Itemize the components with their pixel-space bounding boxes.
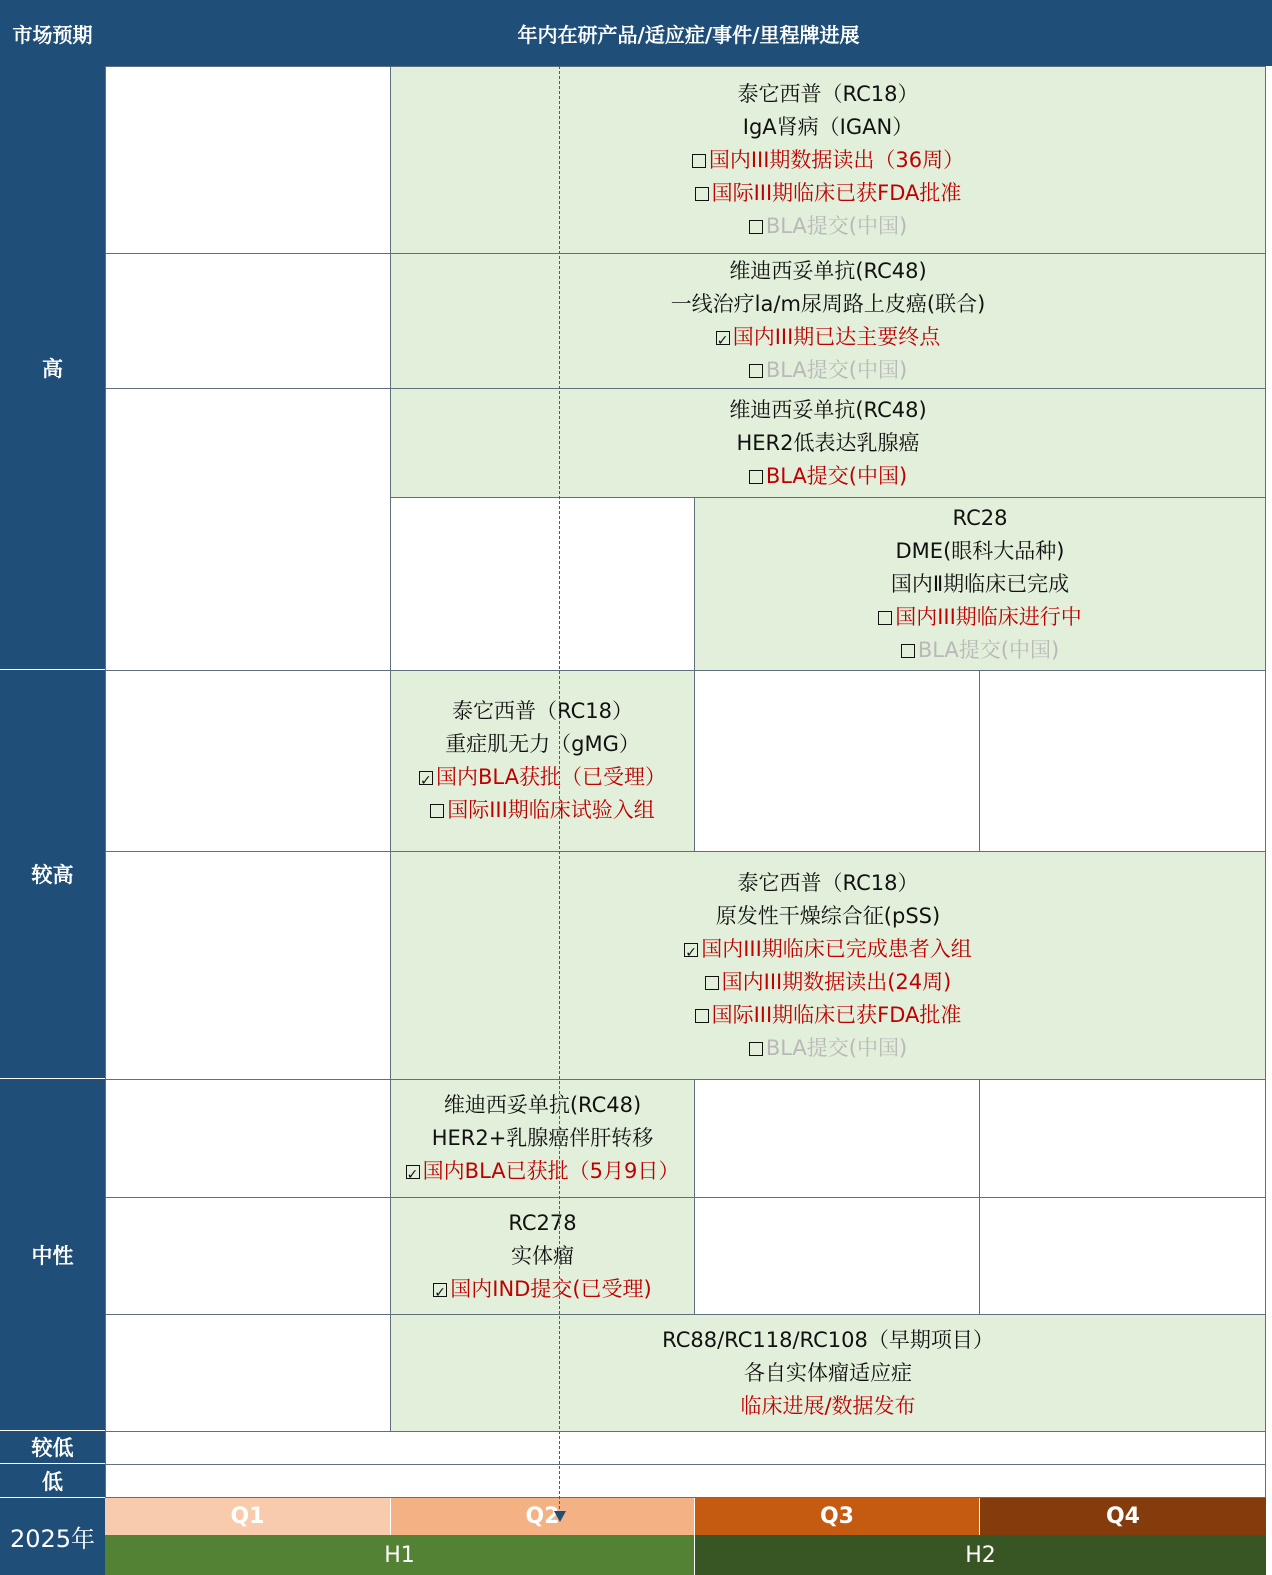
milestone-item <box>716 321 941 354</box>
line-text: 国内Ⅱ期临床已完成 <box>890 571 1070 596</box>
checked-box-icon <box>433 1283 447 1297</box>
program-rc48-her2-low-breast <box>390 388 1266 498</box>
program-detail <box>671 288 986 321</box>
unchecked-box-icon <box>901 644 915 658</box>
program-detail <box>716 900 940 933</box>
program-rc28-dme <box>694 497 1266 671</box>
line-text: 维迪西妥单抗(RC48) <box>729 259 927 283</box>
footer-year: 2025年 <box>0 1498 105 1575</box>
program-detail <box>432 1122 654 1155</box>
milestone-item <box>749 210 907 243</box>
quarter-q3: Q3 <box>695 1498 980 1535</box>
line-text: 国内BLA获批（已受理） <box>436 765 666 789</box>
unchecked-box-icon <box>749 364 763 378</box>
half-h1: H1 <box>105 1535 695 1575</box>
blank-cell <box>105 388 391 671</box>
blank-cell <box>694 670 980 852</box>
milestone-item <box>419 761 666 794</box>
line-text: 临床进展/数据发布 <box>740 1393 916 1418</box>
milestone-item <box>695 999 962 1032</box>
unchecked-box-icon <box>430 804 444 818</box>
category-high: 高 <box>0 66 105 670</box>
line-text: 泰它西普（RC18） <box>452 699 633 723</box>
current-date-arrow-icon <box>554 1511 566 1522</box>
line-text: 国内BLA已获批（5月9日） <box>422 1159 680 1183</box>
category-mid-low: 较低 <box>0 1431 105 1464</box>
milestone-item <box>430 794 655 827</box>
line-text: 国内III期临床已完成患者入组 <box>701 936 972 961</box>
program-name <box>444 1089 641 1122</box>
blank-row-mid-low <box>105 1431 1266 1465</box>
half-h2: H2 <box>695 1535 1266 1575</box>
line-text: BLA提交(中国) <box>765 463 908 488</box>
program-name <box>738 78 919 111</box>
program-name <box>508 1207 576 1240</box>
program-rc48-her2-breast-liver <box>390 1079 695 1198</box>
unchecked-box-icon <box>695 1009 709 1023</box>
milestone-item <box>433 1273 651 1306</box>
header-market-expectation: 市场预期 <box>0 0 105 66</box>
milestone-item <box>695 177 962 210</box>
program-detail <box>736 427 919 460</box>
program-rc18-gmg <box>390 670 695 852</box>
program-name <box>662 1324 994 1357</box>
blank-cell <box>105 851 391 1080</box>
milestone-item <box>749 1032 907 1065</box>
line-text: RC278 <box>508 1210 577 1235</box>
line-text: BLA提交(中国) <box>765 358 908 382</box>
line-text: HER2低表达乳腺癌 <box>736 430 920 455</box>
milestone-item <box>705 966 952 999</box>
program-rc18-igan <box>390 66 1266 254</box>
program-rc278-solid-tumor <box>390 1197 695 1315</box>
line-text: 实体瘤 <box>511 1243 574 1268</box>
quarter-q4: Q4 <box>980 1498 1266 1535</box>
program-detail <box>740 1390 915 1423</box>
milestone-item <box>749 354 907 387</box>
milestone-item <box>692 144 964 177</box>
checked-box-icon <box>716 331 730 345</box>
line-text: 国内III期临床进行中 <box>895 604 1082 629</box>
program-detail <box>896 535 1065 568</box>
program-detail <box>744 1357 912 1390</box>
category-neutral: 中性 <box>0 1079 105 1431</box>
unchecked-box-icon <box>749 1042 763 1056</box>
checked-box-icon <box>684 943 698 957</box>
program-early-projects <box>390 1314 1266 1432</box>
line-text: BLA提交(中国) <box>765 213 908 238</box>
line-text: RC28 <box>952 505 1008 530</box>
milestone-item <box>878 601 1082 634</box>
blank-cell <box>105 253 391 389</box>
program-name <box>452 695 633 728</box>
unchecked-box-icon <box>695 187 709 201</box>
program-detail <box>445 728 640 761</box>
line-text: 一线治疗la/m尿周路上皮癌(联合) <box>670 292 986 316</box>
program-rc48-urothelial <box>390 253 1266 389</box>
line-text: 重症肌无力（gMG） <box>445 732 640 756</box>
blank-row-low <box>105 1464 1266 1498</box>
line-text: 国内IND提交(已受理) <box>450 1276 652 1301</box>
line-text: 原发性干燥综合征(pSS) <box>715 903 941 928</box>
program-detail <box>891 568 1069 601</box>
line-text: 各自实体瘤适应症 <box>744 1360 912 1385</box>
milestone-item <box>684 933 972 966</box>
blank-cell <box>390 497 695 671</box>
unchecked-box-icon <box>878 611 892 625</box>
blank-cell <box>979 1197 1266 1315</box>
checked-box-icon <box>406 1165 420 1179</box>
header-main-title: 年内在研产品/适应症/事件/里程牌进展 <box>105 0 1272 66</box>
program-rc18-pss <box>390 851 1266 1080</box>
program-name <box>738 867 919 900</box>
blank-cell <box>105 1079 391 1198</box>
line-text: 国内III期数据读出（36周） <box>708 147 965 172</box>
program-name <box>953 502 1008 535</box>
line-text: BLA提交(中国) <box>917 637 1060 662</box>
program-detail <box>743 111 913 144</box>
line-text: 国内III期已达主要终点 <box>732 325 941 349</box>
unchecked-box-icon <box>749 470 763 484</box>
line-text: 国际III期临床试验入组 <box>447 798 655 822</box>
milestone-item <box>901 634 1059 667</box>
program-name <box>729 255 926 288</box>
line-text: 泰它西普（RC18） <box>737 81 919 106</box>
blank-cell <box>105 670 391 852</box>
blank-cell <box>979 670 1266 852</box>
line-text: HER2+乳腺癌伴肝转移 <box>431 1126 654 1150</box>
blank-cell <box>694 1197 980 1315</box>
line-text: 国内III期数据读出(24周) <box>721 969 952 994</box>
line-text: DME(眼科大品种) <box>895 538 1065 563</box>
checked-box-icon <box>419 771 433 785</box>
blank-cell <box>105 66 391 254</box>
blank-cell <box>105 1314 391 1432</box>
program-detail <box>511 1240 574 1273</box>
unchecked-box-icon <box>705 976 719 990</box>
milestone-item <box>749 460 907 493</box>
milestone-item <box>406 1155 680 1188</box>
category-mid-high: 较高 <box>0 670 105 1079</box>
program-name <box>729 394 926 427</box>
line-text: 维迪西妥单抗(RC48) <box>729 397 927 422</box>
line-text: 国际III期临床已获FDA批准 <box>711 180 962 205</box>
quarter-q2: Q2 <box>391 1498 695 1535</box>
line-text: 泰它西普（RC18） <box>737 870 919 895</box>
line-text: IgA肾病（IGAN） <box>742 114 914 139</box>
line-text: 国际III期临床已获FDA批准 <box>711 1002 962 1027</box>
line-text: RC88/RC118/RC108（早期项目） <box>662 1327 994 1352</box>
quarter-q1: Q1 <box>105 1498 391 1535</box>
category-low: 低 <box>0 1464 105 1498</box>
blank-cell <box>979 1079 1266 1198</box>
blank-cell <box>694 1079 980 1198</box>
blank-cell <box>105 1197 391 1315</box>
current-date-marker <box>559 66 560 1514</box>
line-text: BLA提交(中国) <box>765 1035 908 1060</box>
unchecked-box-icon <box>692 154 706 168</box>
unchecked-box-icon <box>749 220 763 234</box>
line-text: 维迪西妥单抗(RC48) <box>443 1093 642 1117</box>
